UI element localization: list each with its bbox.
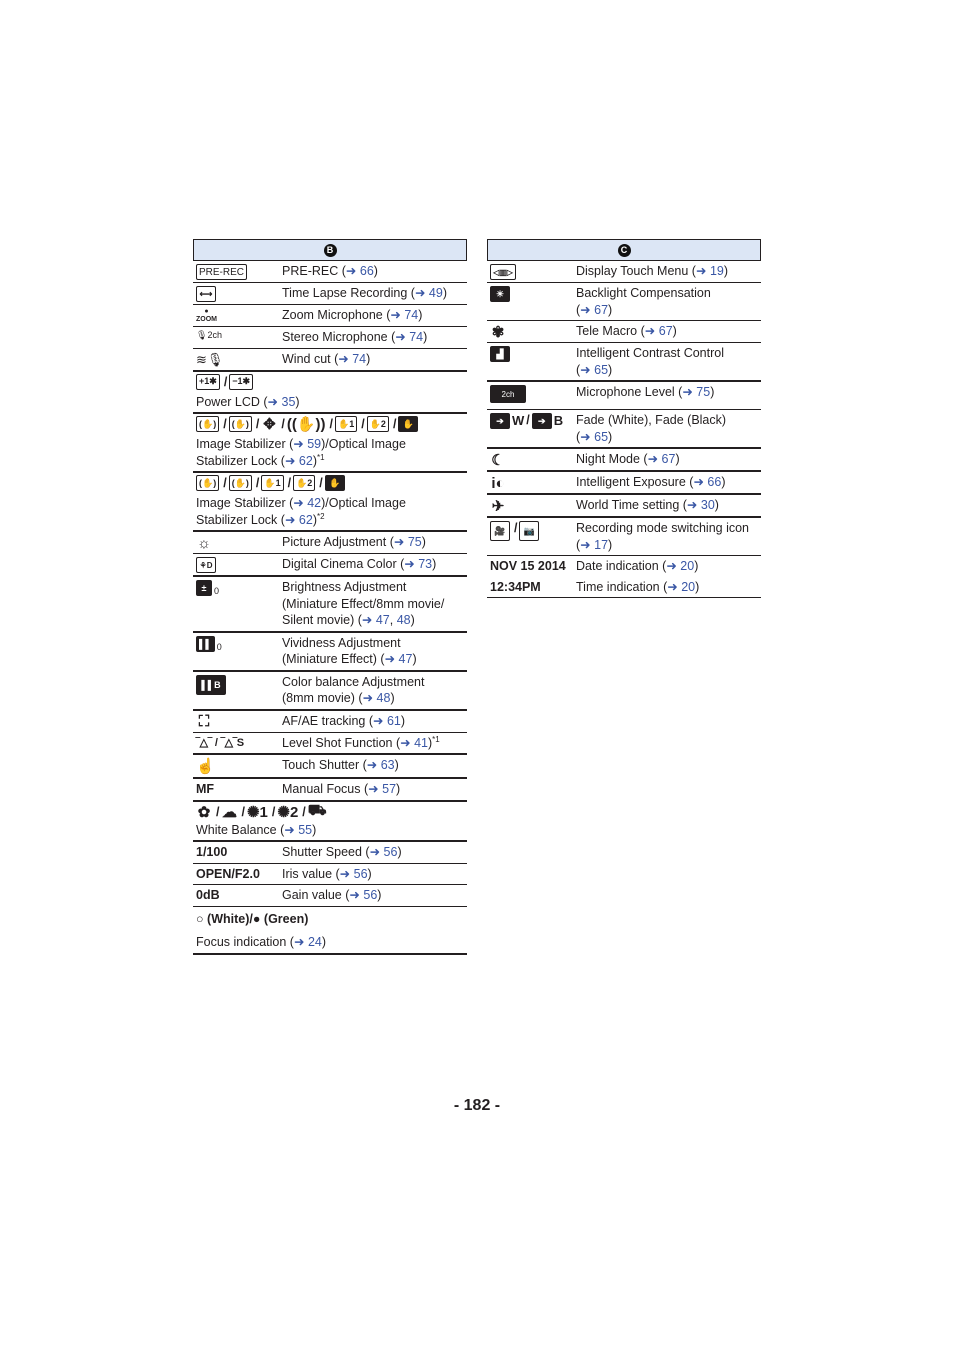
level-shot-icon: ‾△‾ / ‾△‾S — [196, 736, 245, 749]
page-ref[interactable]: ➜ 67 — [580, 302, 609, 317]
table-c — [487, 239, 761, 598]
night-mode-icon: ☾ — [491, 452, 505, 469]
page-ref[interactable]: ➜ 66 — [345, 264, 374, 278]
table-row: OPEN/F2.0 Iris value (➜ 56) — [193, 864, 467, 886]
table-c-header — [487, 239, 761, 261]
page-ref[interactable]: ➜ 65 — [580, 429, 609, 444]
brightness-icon: ± — [196, 580, 212, 596]
backlight-icon: ☀ — [490, 286, 510, 302]
mic-level-icon: 2ch — [490, 385, 526, 403]
page-ref[interactable]: ➜ 24 — [293, 935, 322, 949]
page-ref[interactable]: ➜ 73 — [404, 557, 433, 571]
page-ref[interactable]: ➜ 20 — [666, 559, 695, 573]
cinema-color-icon: ⚘D — [196, 557, 216, 573]
world-time-icon: ✈ — [491, 498, 505, 515]
page-ref[interactable]: ➜ 56 — [369, 845, 398, 859]
page-ref[interactable]: ➜ 47 — [384, 652, 413, 666]
gain-value: 0dB — [196, 888, 220, 902]
touch-shutter-icon: ☝ — [196, 758, 215, 775]
stabilizer-hybrid-icon: (✋) — [196, 416, 219, 432]
page-ref[interactable]: 48 — [396, 613, 411, 627]
table-row: 🎥 / 📷 Recording mode switching icon (➜ 17) — [487, 518, 761, 556]
page-ref[interactable]: ➜ 56 — [339, 866, 368, 881]
date-value: NOV 15 2014 — [490, 559, 566, 573]
table-row: ➔ W / ➔ B Fade (White), Fade (Black) (➜ 65) — [487, 410, 761, 449]
page-ref[interactable]: ➜ 41 — [400, 735, 428, 750]
page-ref[interactable]: ➜ 30 — [686, 498, 715, 512]
iris-value: OPEN/F2.0 — [196, 866, 260, 881]
zoom-mic-icon: ● ZOOM — [196, 308, 217, 323]
table-row: ○ (White)/● (Green) Focus indication (➜ 24) — [193, 907, 467, 955]
page-ref[interactable]: ➜ 35 — [267, 394, 296, 409]
table-row: (✋) / (✋) / ✥ / ((✋)) / ✋1 / ✋2 / ✋ Image Stabilizer (➜ 59)/Optical Image Stabilizer Lock (➜ 62)$^{*1}$ — [193, 414, 467, 473]
page-ref[interactable]: ➜ 75 — [682, 385, 711, 399]
section-c-badge: C — [618, 244, 631, 257]
table-row: ‾△‾ / ‾△‾S Level Shot Function (➜ 41)$^{*1}$ — [193, 733, 467, 756]
table-row: ⟷ Time Lapse Recording (➜ 49) — [193, 283, 467, 305]
table-row: +1✱ / −1✱ Power LCD (➜ 35) — [193, 372, 467, 415]
table-row: 0dB Gain value (➜ 56) — [193, 885, 467, 907]
page-ref[interactable]: ➜ 42 — [293, 496, 322, 510]
stabilizer-2-icon: ✋2 — [367, 416, 389, 432]
page-ref[interactable]: ➜ 55 — [284, 822, 313, 837]
table-row: NOV 15 2014 Date indication (➜ 20) — [487, 556, 761, 577]
table-row: ✈ World Time setting (➜ 30) — [487, 495, 761, 518]
page-ref[interactable]: ➜ 17 — [580, 537, 609, 552]
intelligent-exposure-icon: i◐ — [491, 474, 505, 492]
table-row: ✿ / ☁ / ✺1 / ✺2 / ⛟ White Balance (➜ 55) — [193, 802, 467, 843]
table-b — [193, 239, 467, 955]
green-circle-icon: ● — [252, 911, 261, 926]
table-row: PRE-REC PRE-REC (➜ 66) — [193, 261, 467, 283]
page-ref[interactable]: ➜ 74 — [338, 351, 367, 366]
table-row: ☝ Touch Shutter (➜ 63) — [193, 755, 467, 779]
table-row: MF Manual Focus (➜ 57) — [193, 779, 467, 802]
awb-icon: ✿ — [197, 803, 211, 821]
page-number: - 182 - — [453, 1097, 501, 1114]
vividness-icon: ▌▌ — [196, 636, 215, 652]
page-ref[interactable]: ➜ 61 — [373, 713, 401, 728]
stabilizer-active-icon: ((✋)) — [286, 416, 326, 433]
table-row: ▌▌ B Color balance Adjustment (8mm movie) (➜ 48) — [193, 672, 467, 711]
table-row: ☼ Picture Adjustment (➜ 75) — [193, 532, 467, 554]
stabilizer-on-icon: (✋) — [229, 416, 252, 432]
table-row: ✾ Tele Macro (➜ 67) — [487, 321, 761, 343]
mf-indicator: MF — [196, 782, 215, 796]
page-ref[interactable]: ➜ 74 — [395, 330, 424, 344]
table-row: i◐ Intelligent Exposure (➜ 66) — [487, 472, 761, 495]
page-ref[interactable]: ➜ 67 — [647, 452, 676, 466]
tele-macro-icon: ✾ — [491, 324, 505, 341]
page-ref[interactable]: ➜ 56 — [349, 888, 378, 902]
white-circle-icon: ○ — [196, 911, 204, 926]
wind-cut-icon: ≋🎙 — [196, 351, 224, 367]
table-row: 12:34PM Time indication (➜ 20) — [487, 577, 761, 599]
table-row: ⛶ AF/AE tracking (➜ 61) — [193, 711, 467, 733]
table-row: (✋) / (✋) / ✋1 / ✋2 / ✋ Image Stabilizer (➜ 42)/Optical Image Stabilizer Lock (➜ 62)$^{*2}$ — [193, 473, 467, 532]
table-row: 2ch Microphone Level (➜ 75) — [487, 382, 761, 410]
shutter-value: 1/100 — [196, 845, 228, 859]
power-lcd-plus-icon: +1✱ — [196, 374, 220, 390]
power-lcd-minus-icon: −1✱ — [229, 374, 253, 390]
time-value: 12:34PM — [490, 579, 541, 594]
fade-black-icon: ➔ — [532, 413, 552, 429]
stabilizer-1-icon: ✋1 — [261, 475, 283, 491]
pre-rec-icon: PRE-REC — [196, 264, 247, 280]
table-row: ⚘D Digital Cinema Color (➜ 73) — [193, 554, 467, 577]
stabilizer-off-icon: (✋) — [229, 475, 252, 491]
page-ref[interactable]: ➜ 74 — [390, 308, 419, 322]
page-ref[interactable]: ➜ 62 — [284, 512, 313, 527]
table-b-header — [193, 239, 467, 261]
stabilizer-2-icon: ✋2 — [293, 475, 315, 491]
time-lapse-icon: ⟷ — [196, 286, 216, 302]
section-b-badge: B — [324, 244, 337, 257]
page-ref[interactable]: ➜ 49 — [414, 286, 443, 300]
stereo-mic-icon: 🎙2ch — [196, 330, 222, 340]
indoor2-icon: ✺2 — [277, 803, 299, 821]
page-ref[interactable]: ➜ 20 — [667, 579, 696, 594]
table-row: ▌▌ 0 Vividness Adjustment (Miniature Effect) (➜ 47) — [193, 633, 467, 672]
page-ref[interactable]: ➜ 66 — [693, 475, 722, 489]
table-row: ± 0 Brightness Adjustment (Miniature Effect/8mm movie/ Silent movie) (➜ 47, 48) — [193, 577, 467, 633]
page-ref[interactable]: ➜ 47 — [361, 613, 390, 627]
page-ref[interactable]: ➜ 65 — [580, 362, 609, 377]
color-balance-icon: ▌▌ B — [196, 675, 226, 695]
still-picture-mode-icon: 📷 — [519, 521, 539, 541]
fade-white-icon: ➔ — [490, 413, 510, 429]
indoor1-icon: ✺1 — [246, 803, 268, 821]
stabilizer-lock-icon: ✋ — [398, 416, 418, 432]
table-row: 🎙2ch Stereo Microphone (➜ 74) — [193, 327, 467, 349]
page-ref[interactable]: ➜ 67 — [644, 324, 673, 338]
page-ref[interactable]: ➜ 59 — [293, 437, 322, 451]
stabilizer-level-icon: ✥ — [263, 416, 276, 433]
page-ref[interactable]: ➜ 57 — [368, 782, 397, 796]
table-row: ☀ Backlight Compensation (➜ 67) — [487, 283, 761, 321]
white-set-icon: ⛟ — [307, 802, 327, 819]
motion-picture-mode-icon: 🎥 — [490, 521, 510, 541]
table-row: ▟ Intelligent Contrast Control (➜ 65) — [487, 343, 761, 382]
table-row: ☾ Night Mode (➜ 67) — [487, 449, 761, 472]
stabilizer-lock-icon: ✋ — [325, 475, 345, 491]
page-ref[interactable]: ➜ 75 — [393, 535, 422, 549]
stabilizer-on-icon: (✋) — [196, 475, 219, 491]
cloudy-icon: ☁ — [221, 803, 237, 821]
stabilizer-1-icon: ✋1 — [335, 416, 357, 432]
picture-adjust-icon: ☼ — [197, 534, 211, 552]
contrast-icon: ▟ — [490, 346, 510, 362]
page-ref[interactable]: ➜ 19 — [695, 264, 724, 278]
page-ref[interactable]: ➜ 63 — [366, 758, 395, 772]
touch-menu-icon: ◁▥▷ — [490, 264, 516, 280]
table-row: ◁▥▷ Display Touch Menu (➜ 19) — [487, 261, 761, 283]
table-row: ● ZOOM Zoom Microphone (➜ 74) — [193, 305, 467, 327]
table-row: ≋🎙 Wind cut (➜ 74) — [193, 349, 467, 372]
page-ref[interactable]: ➜ 62 — [284, 453, 313, 468]
table-row: 1/100 Shutter Speed (➜ 56) — [193, 842, 467, 864]
page-ref[interactable]: ➜ 48 — [362, 691, 391, 705]
af-ae-tracking-icon: ⛶ — [198, 713, 210, 730]
